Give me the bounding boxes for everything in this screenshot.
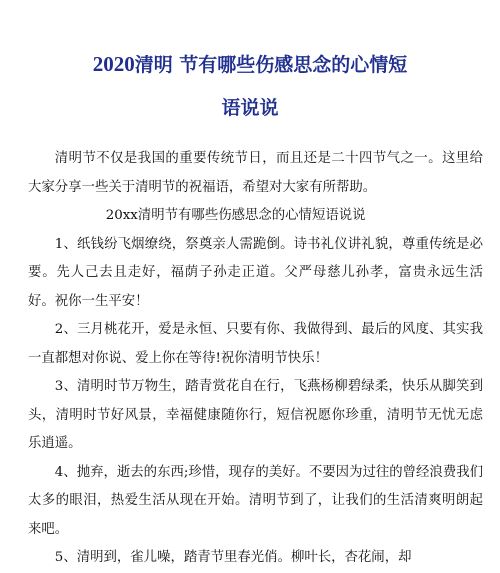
section-subtitle: 20xx清明节有哪些伤感思念的心情短语说说	[105, 208, 366, 223]
message-paragraph-3: 3、清明时节万物生，踏青赏花自在行，飞燕杨柳碧绿柔，快乐从脚笑到头，清明时节好风景，幸福健康随你行，短信祝愿你珍重，清明节无忧无虑乐逍遥。	[28, 379, 483, 451]
message-paragraph-1: 1、纸钱纷飞烟缭绕，祭奠亲人需跪倒。诗书礼仪讲礼貌，尊重传统是必要。先人己去且走好，福荫子孙走正道。父严母慈儿孙孝，富贵永远生活好。祝你一生平安！	[28, 236, 483, 309]
intro-paragraph: 清明节不仅是我国的重要传统节日，而且还是二十四节气之一。这里给大家分享一些关于清明节的祝福语，希望对大家有所帮助。	[28, 151, 483, 195]
document-title	[0, 52, 500, 77]
title-year: 2020	[92, 52, 135, 76]
title-text: 清明 节有哪些伤感思念的心情短	[134, 54, 408, 76]
document-body	[28, 145, 483, 573]
message-paragraph-2: 2、三月桃花开，爱是永恒、只要有你、我做得到、最后的风度、其实我一直都想对你说、爱上你在等待!祝你清明节快乐！	[28, 322, 483, 366]
message-paragraph-5: 5、清明到，雀儿噪，踏青节里春光俏。柳叶长，杏花闹，却	[54, 550, 412, 565]
message-paragraph-4: 4、抛弃，逝去的东西;珍惜，现存的美好。不要因为过往的曾经浪费我们太多的眼泪，热爱生活从现在开始。清明节到了，让我们的生活清爽明朗起来吧。	[28, 464, 483, 537]
document-title-continued: 语说说	[221, 97, 279, 119]
